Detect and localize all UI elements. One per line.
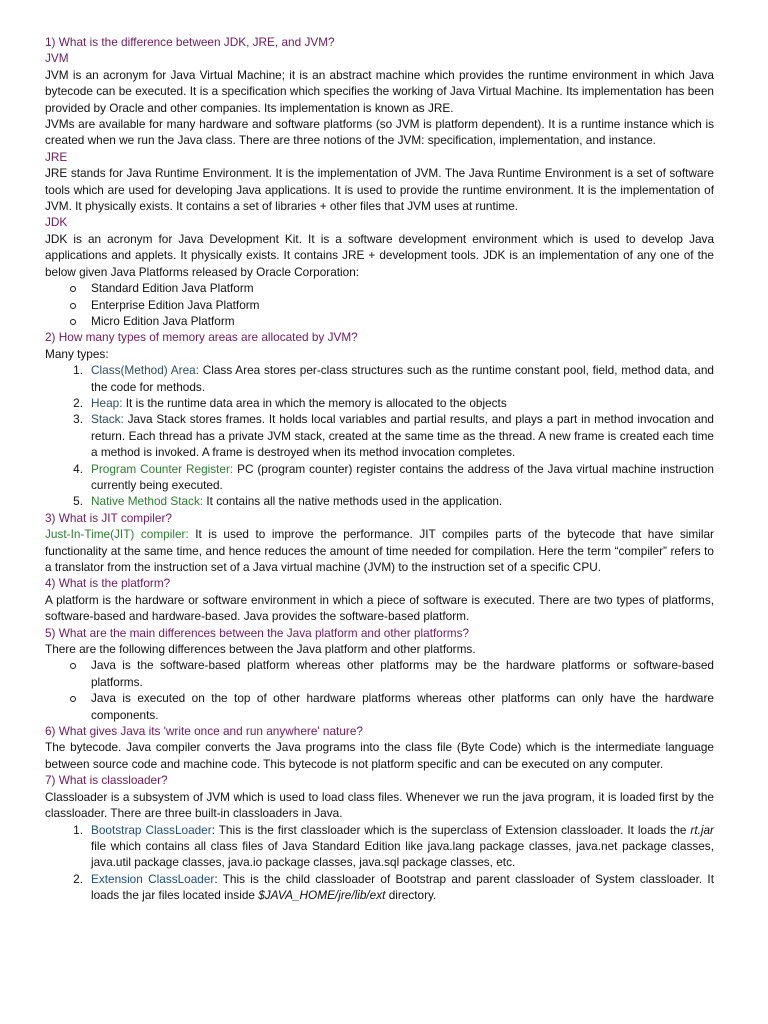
jit-description: It is used to improve the performance. JIT compiles parts of the bytecode that have similar functionality at the same time, and hence reduces the amount of time needed for compilation. Here the term “compiler” refers to a translator from the instruction set of a Java virtual machine (JVM) to the instruction set of a specific CPU.: [45, 527, 714, 574]
memory-description: It contains all the native methods used in the application.: [203, 494, 503, 509]
memory-term: Stack:: [91, 412, 124, 427]
jvm-paragraph-1: JVM is an acronym for Java Virtual Machine; it is an abstract machine which provides the runtime environment in which Java bytecode can be executed. It is a specification which specifies the working of Java Virtual Machine. Its implementation has been provided by Oracle and other companies. Its implementation is known as JRE.: [45, 67, 714, 115]
classloader-term: Extension ClassLoader: [91, 871, 215, 886]
question-5-heading: 5) What are the main differences between the Java platform and other platforms?: [45, 625, 470, 640]
platform-list: [45, 280, 714, 329]
memory-term: Native Method Stack:: [91, 494, 204, 509]
list-item: Standard Edition Java Platform: [45, 280, 714, 296]
list-item: [45, 395, 714, 411]
list-item: [45, 822, 714, 871]
classloader-description: : This is the first classloader which is the superclass of Extension classloader. It loads the: [211, 822, 691, 837]
classloader-italic: $JAVA_HOME/jre/lib/ext: [258, 888, 386, 903]
list-number: 5.: [73, 494, 83, 509]
question-4-heading: 4) What is the platform?: [45, 576, 171, 591]
question-1-heading: 1) What is the difference between JDK, JRE, and JVM?: [45, 35, 335, 49]
classloader-description: file which contains all class files of Java Standard Edition like java.lang package classes, java.net package classes, java.util package classes, java.io package classes, java.sql package classes, etc.: [91, 838, 714, 870]
classloader-description: : This is the child classloader of Bootstrap and parent classloader of System classloader. It loads the jar files located inside: [91, 871, 714, 903]
list-number: 1.: [73, 363, 83, 378]
list-number: 2.: [73, 395, 83, 410]
list-item: Java is the software-based platform whereas other platforms may be the hardware platforms or software-based platforms.: [45, 657, 714, 690]
list-item: Enterprise Edition Java Platform: [45, 297, 714, 313]
list-number: 3.: [73, 412, 83, 427]
jre-subheading: JRE: [45, 149, 68, 164]
memory-description: PC (program counter) register contains the address of the Java virtual machine instruction currently being executed.: [91, 461, 714, 492]
list-item: [45, 411, 714, 460]
list-item: [45, 362, 714, 395]
question-3-heading: 3) What is JIT compiler?: [45, 510, 172, 525]
memory-area-list: [45, 362, 714, 510]
list-item: [45, 461, 714, 494]
classloader-list: [45, 822, 714, 904]
document-page: [45, 34, 714, 904]
jdk-subheading: JDK: [45, 215, 68, 230]
question-2-heading: 2) How many types of memory areas are allocated by JVM?: [45, 330, 358, 345]
differences-intro: There are the following differences between the Java platform and other platforms.: [45, 642, 476, 657]
list-item: Java is executed on the top of other hardware platforms whereas other platforms can only have the hardware components.: [45, 690, 714, 723]
jre-paragraph: JRE stands for Java Runtime Environment. It is the implementation of JVM. The Java Runtime Environment is a set of software tools which are used for developing Java applications. It is used to provide the runtime environment. It is the implementation of JVM. It physically exists. It contains a set of libraries + other files that JVM uses at runtime.: [45, 166, 714, 214]
jit-paragraph: [45, 526, 714, 575]
memory-intro: Many types:: [45, 346, 109, 361]
classloader-italic: rt.jar: [690, 822, 714, 837]
memory-term: Class(Method) Area:: [91, 363, 199, 378]
differences-list: [45, 657, 714, 723]
classloader-description: directory.: [385, 888, 437, 903]
jvm-subheading: JVM: [45, 51, 69, 66]
list-number: 1.: [73, 822, 83, 837]
bytecode-paragraph: The bytecode. Java compiler converts the Java programs into the class file (Byte Code) which is the intermediate language between source code and machine code. This bytecode is not platform specific and can be executed on any computer.: [45, 740, 714, 771]
memory-description: Class Area stores per-class structures such as the runtime constant pool, field, method data, and the code for methods.: [91, 363, 714, 394]
list-item: Micro Edition Java Platform: [45, 313, 714, 329]
memory-description: Java Stack stores frames. It holds local variables and partial results, and plays a part in method invocation and return. Each thread has a private JVM stack, created at the same time as the thread. A new frame is created each time a method is invoked. A frame is destroyed when its method invocation completes.: [91, 412, 714, 460]
question-6-heading: 6) What gives Java its 'write once and run anywhere' nature?: [45, 724, 363, 739]
list-number: 4.: [73, 461, 83, 476]
jdk-paragraph: JDK is an acronym for Java Development Kit. It is a software development environment which is used to develop Java applications and applets. It physically exists. It contains JRE + development tools. JDK is an implementation of any one of the below given Java Platforms released by Oracle Corporation:: [45, 231, 714, 279]
memory-term: Program Counter Register:: [91, 461, 234, 476]
list-item: [45, 871, 714, 904]
list-number: 2.: [73, 871, 83, 886]
memory-term: Heap:: [91, 395, 123, 410]
jvm-paragraph-2: JVMs are available for many hardware and software platforms (so JVM is platform dependent). It is a runtime instance which is created when we run the Java class. There are three notions of the JVM: specification, implementation, and instance.: [45, 117, 714, 148]
jit-term: Just-In-Time(JIT) compiler:: [45, 527, 189, 542]
question-7-heading: 7) What is classloader?: [45, 773, 168, 788]
classloader-intro: Classloader is a subsystem of JVM which is used to load class files. Whenever we run the java program, it is loaded first by the classloader. There are three built-in classloaders in Java.: [45, 789, 714, 821]
classloader-term: Bootstrap ClassLoader: [91, 822, 212, 837]
memory-description: It is the runtime data area in which the memory is allocated to the objects: [122, 395, 507, 410]
platform-paragraph: A platform is the hardware or software environment in which a piece of software is executed. There are two types of platforms, software-based and hardware-based. Java provides the software-based platform.: [45, 592, 714, 624]
list-item: [45, 493, 714, 509]
